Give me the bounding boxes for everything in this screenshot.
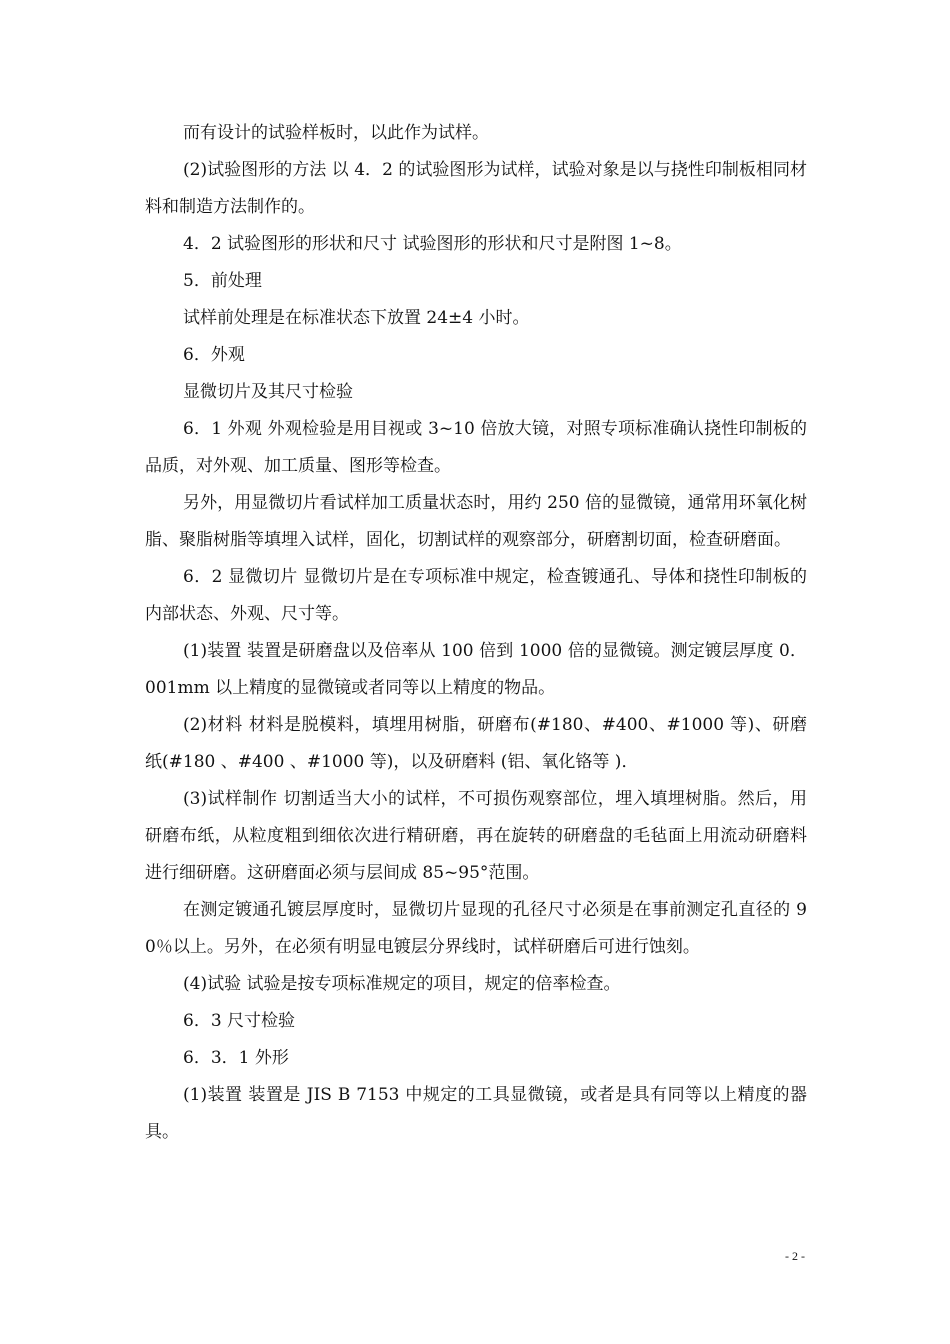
section-heading: 5．前处理 [183,271,262,291]
paragraph: (2)材料 材料是脱模料，填埋用树脂，研磨布(#180、#400、#1000 等)、研磨纸(#180 、#400 、#1000 等)，以及研磨料 (铝、氧化铬等 )． [145,715,807,772]
paragraph: (1)装置 装置是研磨盘以及倍率从 100 倍到 1000 倍的显微镜。测定镀层厚度 0．001mm 以上精度的显微镜或者同等以上精度的物品。 [145,641,807,698]
document-body [145,115,807,1151]
paragraph: 另外，用显微切片看试样加工质量状态时，用约 250 倍的显微镜，通常用环氧化树脂、聚脂树脂等填埋入试样，固化，切割试样的观察部分，研磨割切面，检查研磨面。 [145,493,807,550]
page-number: - 2 - [785,1249,805,1263]
paragraph: 6．2 显微切片 显微切片是在专项标准中规定，检查镀通孔、导体和挠性印制板的内部状态、外观、尺寸等。 [145,567,807,624]
section-heading: 4．2 试验图形的形状和尺寸 试验图形的形状和尺寸是附图 1~8。 [183,234,682,254]
paragraph: 在测定镀通孔镀层厚度时，显微切片显现的孔径尺寸必须是在事前测定孔直径的 90％以上。另外，在必须有明显电镀层分界线时，试样研磨后可进行蚀刻。 [145,900,807,957]
section-heading: 6．3．1 外形 [183,1048,289,1068]
paragraph: 6．1 外观 外观检验是用目视或 3~10 倍放大镜，对照专项标准确认挠性印制板的品质，对外观、加工质量、图形等检查。 [145,419,807,476]
paragraph: (1)装置 装置是 JIS B 7153 中规定的工具显微镜，或者是具有同等以上精度的器具。 [145,1085,807,1142]
paragraph: (2)试验图形的方法 以 4．2 的试验图形为试样，试验对象是以与挠性印制板相同材料和制造方法制作的。 [145,160,807,217]
paragraph: (4)试验 试验是按专项标准规定的项目，规定的倍率检查。 [183,974,621,994]
section-heading: 6．外观 [183,345,245,365]
paragraph: 而有设计的试验样板时，以此作为试样。 [183,123,489,143]
paragraph: 试样前处理是在标准状态下放置 24±4 小时。 [183,308,530,328]
section-heading: 6．3 尺寸检验 [183,1011,296,1031]
paragraph: (3)试样制作 切割适当大小的试样，不可损伤观察部位，埋入填埋树脂。然后，用研磨布纸，从粒度粗到细依次进行精研磨，再在旋转的研磨盘的毛毡面上用流动研磨料进行细研磨。这研磨面必须与层间成 85~95°范围。 [145,789,807,883]
paragraph: 显微切片及其尺寸检验 [183,382,353,402]
